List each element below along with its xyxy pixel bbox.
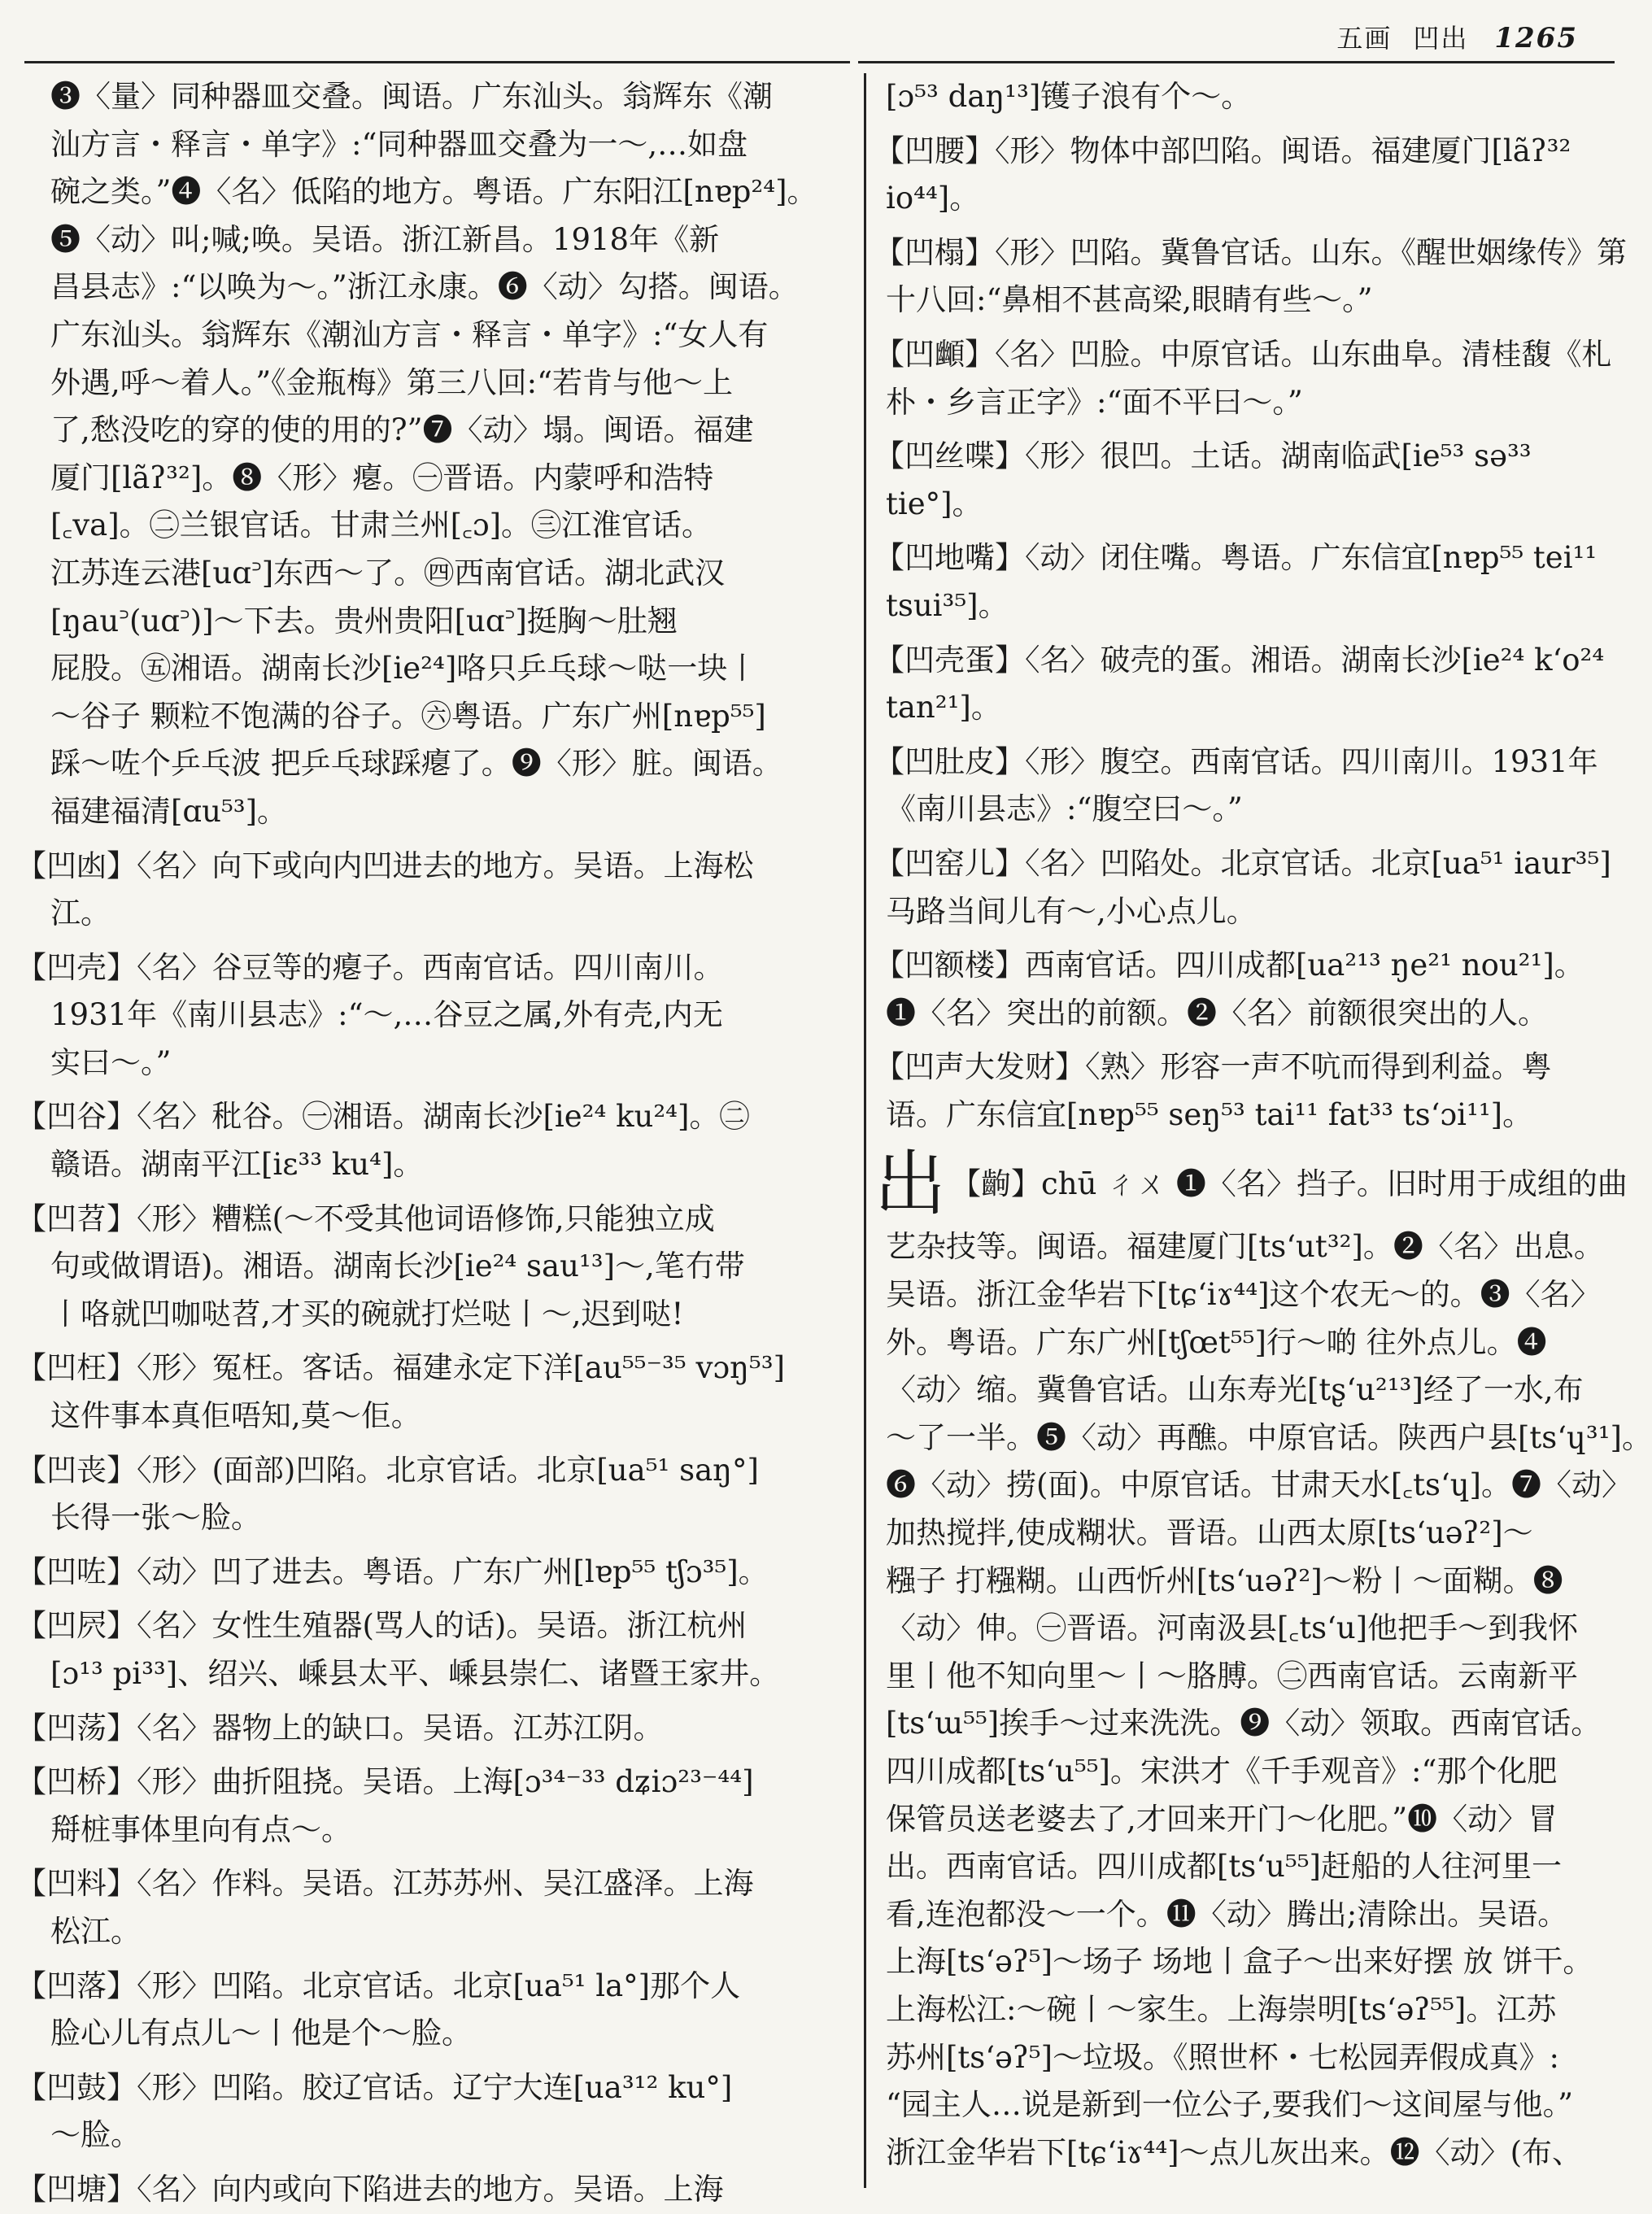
line-text: 搿桩事体里向有点～。 (50, 1811, 351, 1847)
text-line (50, 168, 831, 216)
text-line (50, 740, 831, 788)
text-line (874, 739, 1628, 787)
line-text: 句或做谓语)。湘语。湖南长沙[ie²⁴ sau¹³]～,笔冇带 (50, 1249, 745, 1284)
line-text: [ts‘ɯ⁵⁵]挨手～过来洗洗。❾〈动〉领取。西南官话。 (886, 1706, 1602, 1741)
line-text: ❺〈动〉叫;喊;唤。吴语。浙江新昌。1918年《新 (50, 221, 720, 257)
line-text: 【凹落】〈形〉凹陷。北京官话。北京[ua⁵¹ la°]那个人 (16, 1968, 741, 2003)
line-text: 长得一张～脸。 (50, 1500, 261, 1536)
text-line (16, 1196, 831, 1244)
line-text: 【凹丧】〈形〉(面部)凹陷。北京官话。北京[ua⁵¹ saŋ°] (16, 1452, 759, 1488)
text-line (886, 1891, 1628, 1939)
text-line (886, 1092, 1628, 1140)
text-line (886, 175, 1628, 223)
text-line (50, 1650, 831, 1698)
text-line (50, 1039, 831, 1087)
text-line (874, 128, 1628, 176)
head-chars: 凹出 (1413, 23, 1469, 54)
text-line (886, 1271, 1628, 1319)
line-text: 《南川县志》:“腹空曰～。” (886, 791, 1243, 827)
text-line (50, 312, 831, 360)
text-line (886, 481, 1628, 529)
text-line (886, 1796, 1628, 1844)
line-text: 【凹凼】〈名〉向下或向内凹进去的地方。吴语。上海松 (16, 848, 754, 883)
line-text: 【凹肚皮】〈形〉腹空。西南官话。四川南川。1931年 (874, 743, 1598, 779)
text-line (886, 684, 1628, 732)
line-text: 广东汕头。翁辉东《潮汕方言・释言・单字》:“女人有 (50, 316, 769, 352)
text-line (16, 1602, 831, 1650)
line-text: 【凹料】〈名〉作料。吴语。江苏苏州、吴江盛泽。上海 (16, 1866, 754, 1902)
line-text: [ŋau꜄(uɑ꜄)]～下去。贵州贵阳[uɑ꜄]挺胸～肚翘 (50, 603, 678, 638)
text-line (886, 1414, 1652, 1462)
text-line (886, 1510, 1628, 1558)
text-line (50, 502, 831, 550)
line-text: 1931年《南川县志》:“～,…谷豆之属,外有壳,内无 (50, 997, 723, 1033)
line-text: 松江。 (50, 1913, 141, 1949)
text-line (50, 1908, 831, 1956)
text-line (50, 1291, 831, 1339)
line-text: 艺杂技等。闽语。福建厦门[ts‘ut³²]。❷〈名〉出息。 (886, 1229, 1604, 1265)
line-text: 这件事本真佢唔知,莫～佢。 (50, 1398, 421, 1434)
text-line (886, 990, 1628, 1038)
line-text: 实曰～。” (50, 1044, 172, 1080)
line-text: ❶〈名〉突出的前额。❷〈名〉前额很突出的人。 (886, 995, 1548, 1031)
text-line (886, 888, 1628, 936)
line-text: tan²¹]。 (886, 690, 1001, 726)
section-label: 五画 (1336, 23, 1393, 54)
text-line (886, 1653, 1628, 1701)
line-text: 〈动〉缩。冀鲁官话。山东寿光[tʂ‘u²¹³]经了一水,布 (886, 1372, 1584, 1408)
text-line (16, 1963, 831, 2011)
line-text: 汕方言・释言・单字》:“同种器皿交叠为一～,…如盘 (50, 126, 748, 162)
line-text: 外。粤语。广东广州[tʃœt⁵⁵]行～啲 往外点儿。❹ (886, 1324, 1547, 1360)
text-line (16, 1759, 831, 1807)
text-line (16, 1447, 831, 1495)
line-text: 江。 (50, 896, 111, 931)
text-line (886, 277, 1628, 325)
line-text: 【凹鼓】〈形〉凹陷。胶辽官话。辽宁大连[ua³¹² ku°] (16, 2069, 733, 2105)
line-text: 吴语。浙江金华岩下[tɕ‘iɤ⁴⁴]这个农无～的。❸〈名〉 (886, 1277, 1601, 1313)
line-text: 【凹丝喋】〈形〉很凹。土话。湖南临武[ie⁵³ sə³³ (874, 438, 1532, 474)
line-text: 【凹咗】〈动〉凹了进去。粤语。广东广州[lɐp⁵⁵ tʃɔ³⁵]。 (16, 1554, 769, 1589)
line-text: 【凹窑儿】〈名〉凹陷处。北京官话。北京[ua⁵¹ iaur³⁵] (874, 845, 1611, 881)
text-line (886, 1605, 1628, 1653)
head-character: 出 (874, 1142, 947, 1227)
line-text: 昌县志》:“以唤为～。”浙江永康。❻〈动〉勾搭。闽语。 (50, 269, 799, 305)
line-text: 【凹䫜】〈名〉凹脸。中原官话。山东曲阜。清桂馥《札 (874, 336, 1612, 372)
line-text: 踩～咗个乒乓波 把乒乓球踩瘪了。❾〈形〉脏。闽语。 (50, 746, 782, 782)
line-text: 十八回:“鼻相不甚高梁,眼睛有些～。” (886, 282, 1373, 318)
line-text: 脸心儿有点儿～丨他是个～脸。 (50, 2016, 472, 2051)
line-text: 赣语。湖南平江[iɛ³³ ku⁴]。 (50, 1147, 424, 1183)
line-text: 朴・乡言正字》:“面不平曰～。” (886, 384, 1303, 420)
line-text: 浙江金华岩下[tɕ‘iɤ⁴⁴]～点儿灰出来。⓬〈动〉(布、 (886, 2134, 1583, 2170)
text-line (886, 73, 1628, 121)
text-line (886, 379, 1628, 427)
line-text: 【齣】chū ㄔㄨ ❶〈名〉挡子。旧时用于成组的曲 (951, 1166, 1628, 1202)
text-line (16, 1860, 831, 1908)
text-line (16, 1549, 831, 1597)
page-number: 1265 (1494, 22, 1578, 54)
line-text: 丨咯就凹咖哒苕,才买的碗就打烂哒丨～,迟到哒! (50, 1296, 684, 1331)
line-text: ❻〈动〉捞(面)。中原官话。甘肃天水[꜀ts‘ɥ]。❼〈动〉 (886, 1467, 1632, 1503)
text-line (50, 1494, 831, 1542)
text-line (50, 2010, 831, 2058)
text-line (886, 1366, 1628, 1414)
line-text: 出。西南官话。四川成都[ts‘u⁵⁵]赶船的人往河里一 (886, 1849, 1562, 1885)
line-text: 上海松江:～碗丨～家生。上海崇明[ts‘əʔ⁵⁵]。江苏 (886, 1991, 1557, 2027)
text-line (50, 788, 831, 836)
line-text: 【凹屄】〈名〉女性生殖器(骂人的话)。吴语。浙江杭州 (16, 1608, 748, 1644)
line-text: 外遇,呼～着人。”《金瓶梅》第三八回:“若肯与他～上 (50, 364, 734, 400)
text-line (16, 843, 831, 891)
line-text: 【凹荡】〈名〉器物上的缺口。吴语。江苏江阴。 (16, 1710, 664, 1745)
line-text: io⁴⁴]。 (886, 181, 980, 216)
text-line (874, 1142, 1628, 1227)
line-text: 【凹声大发财】〈熟〉形容一声不吭而得到利益。粤 (874, 1049, 1552, 1085)
running-head (1336, 18, 1578, 55)
text-line (886, 1938, 1628, 1986)
line-text: 厦门[lãʔ³²]。❽〈形〉瘪。㊀晋语。内蒙呼和浩特 (50, 460, 714, 495)
text-line (874, 229, 1628, 277)
text-line (886, 1748, 1628, 1796)
text-line (874, 1044, 1628, 1092)
header-rule-left (24, 61, 850, 63)
line-text: 【凹枉】〈形〉冤枉。客话。福建永定下洋[au⁵⁵⁻³⁵ vɔŋ⁵³] (16, 1350, 785, 1386)
text-line (50, 693, 831, 741)
line-text: tie°]。 (886, 486, 983, 521)
line-text: 【凹腰】〈形〉物体中部凹陷。闽语。福建厦门[lãʔ³² (874, 133, 1571, 168)
text-line (50, 407, 831, 455)
line-text: [꜀va]。㊁兰银官话。甘肃兰州[꜀ɔ]。㊂江淮官话。 (50, 508, 713, 543)
text-line (886, 1700, 1628, 1748)
line-text: [ɔ¹³ pi³³]、绍兴、嵊县太平、嵊县崇仁、诸暨王家井。 (50, 1656, 780, 1691)
text-line (50, 1807, 831, 1854)
text-line (50, 2112, 831, 2160)
text-line (50, 216, 831, 264)
line-text: 【凹桥】〈形〉曲折阻挠。吴语。上海[ɔ³⁴⁻³³ dʑiɔ²³⁻⁴⁴] (16, 1764, 754, 1800)
line-text: tsui³⁵]。 (886, 587, 1009, 623)
line-text: 【凹塘】〈名〉向内或向下陷进去的地方。吴语。上海 (16, 2171, 724, 2207)
text-line (50, 1243, 831, 1291)
text-line (50, 360, 831, 407)
text-line (886, 2034, 1628, 2082)
line-text: 福建福清[ɑu⁵³]。 (50, 793, 288, 829)
text-line (50, 550, 831, 598)
text-line (50, 264, 831, 312)
line-text: 【凹额楼】西南官话。四川成都[ua²¹³ ŋe²¹ nou²¹]。 (874, 948, 1584, 983)
text-line (50, 598, 831, 646)
text-line (874, 840, 1628, 888)
text-line (50, 645, 831, 693)
text-line (874, 433, 1628, 481)
left-column (16, 73, 831, 2207)
text-line (886, 1986, 1628, 2034)
line-text: [ɔ⁵³ daŋ¹³]镬子浪有个～。 (886, 79, 1252, 114)
line-text: ～了一半。❺〈动〉再醮。中原官话。陕西户县[ts‘ɥ³¹]。 (886, 1419, 1652, 1455)
text-line (50, 1392, 831, 1440)
line-text: 里丨他不知向里～丨～胳膊。㊁西南官话。云南新平 (886, 1658, 1578, 1693)
text-line (874, 637, 1628, 685)
line-text: 苏州[ts‘əʔ⁵]～垃圾。《照世杯・七松园弄假成真》: (886, 2039, 1560, 2075)
text-line (886, 1843, 1628, 1891)
text-line (50, 455, 831, 503)
text-line (50, 890, 831, 938)
line-text: 上海[ts‘əʔ⁵]～场子 场地丨盒子～出来好摆 放 饼干。 (886, 1944, 1593, 1980)
text-line (16, 2166, 831, 2214)
text-line (16, 1705, 831, 1753)
right-column (864, 73, 1652, 2188)
text-line (16, 1093, 831, 1141)
line-text: 江苏连云港[uɑ꜄]东西～了。㊃西南官话。湖北武汉 (50, 555, 726, 591)
text-line (16, 1345, 831, 1392)
line-text: 保管员送老婆去了,才回来开门～化肥。”❿〈动〉冒 (886, 1801, 1558, 1837)
text-line (886, 2081, 1628, 2129)
text-line (50, 73, 831, 121)
line-text: 【凹苕】〈形〉糟糕(～不受其他词语修饰,只能独立成 (16, 1201, 715, 1236)
line-text: 糨子 打糨糊。山西忻州[ts‘uəʔ²]～粉丨～面糊。❽ (886, 1562, 1563, 1598)
text-line (874, 942, 1628, 990)
text-line (886, 1223, 1628, 1271)
text-line (886, 1462, 1632, 1510)
text-line (50, 121, 831, 169)
line-text: ❸〈量〉同种器皿交叠。闽语。广东汕头。翁辉东《潮 (50, 79, 773, 114)
text-line (16, 944, 831, 992)
line-text: 看,连泡都没～一个。⓫〈动〉腾出;清除出。吴语。 (886, 1896, 1568, 1932)
line-text: 【凹榻】〈形〉凹陷。冀鲁官话。山东。《醒世姻缘传》第 (874, 234, 1627, 270)
line-text: 加热搅拌,使成糊状。晋语。山西太原[ts‘uəʔ²]～ (886, 1515, 1533, 1551)
line-text: 〈动〉伸。㊀晋语。河南汲县[꜀ts‘u]他把手～到我怀 (886, 1610, 1579, 1646)
line-text: ～谷子 颗粒不饱满的谷子。㊅粤语。广东广州[nɐp⁵⁵] (50, 698, 766, 734)
text-line (50, 992, 831, 1039)
text-line (50, 1141, 831, 1189)
text-line (886, 1319, 1628, 1367)
text-line (886, 2129, 1628, 2177)
line-text: 语。广东信宜[nɐp⁵⁵ seŋ⁵³ tai¹¹ fat³³ ts‘ɔi¹¹]。 (886, 1096, 1533, 1132)
line-text: “园主人…说是新到一位公子,要我们～这间屋与他。” (886, 2087, 1574, 2123)
line-text: 屁股。㊄湘语。湖南长沙[ie²⁴]咯只乒乓球～哒一块丨 (50, 651, 758, 686)
line-text: 碗之类。”❹〈名〉低陷的地方。粤语。广东阳江[nɐp²⁴]。 (50, 174, 817, 210)
text-line (886, 786, 1628, 834)
line-text: 【凹壳蛋】〈名〉破壳的蛋。湘语。湖南长沙[ie²⁴ k‘o²⁴ (874, 642, 1605, 678)
line-text: 【凹谷】〈名〉秕谷。㊀湘语。湖南长沙[ie²⁴ ku²⁴]。㊁ (16, 1099, 750, 1135)
text-line (886, 1558, 1628, 1606)
line-text: 马路当间儿有～,小心点儿。 (886, 893, 1257, 929)
text-line (874, 534, 1628, 582)
text-line (874, 331, 1628, 379)
header-rule-right (858, 61, 1615, 63)
line-text: 【凹壳】〈名〉谷豆等的瘪子。西南官话。四川南川。 (16, 949, 724, 985)
line-text: 四川成都[ts‘u⁵⁵]。宋洪才《千手观音》:“那个化肥 (886, 1754, 1558, 1789)
line-text: 了,愁没吃的穿的使的用的?”❼〈动〉塌。闽语。福建 (50, 412, 754, 448)
line-text: ～脸。 (50, 2117, 141, 2153)
text-line (886, 582, 1628, 630)
line-text: 【凹地嘴】〈动〉闭住嘴。粤语。广东信宜[nɐp⁵⁵ tei¹¹ (874, 540, 1598, 576)
text-line (16, 2064, 831, 2112)
